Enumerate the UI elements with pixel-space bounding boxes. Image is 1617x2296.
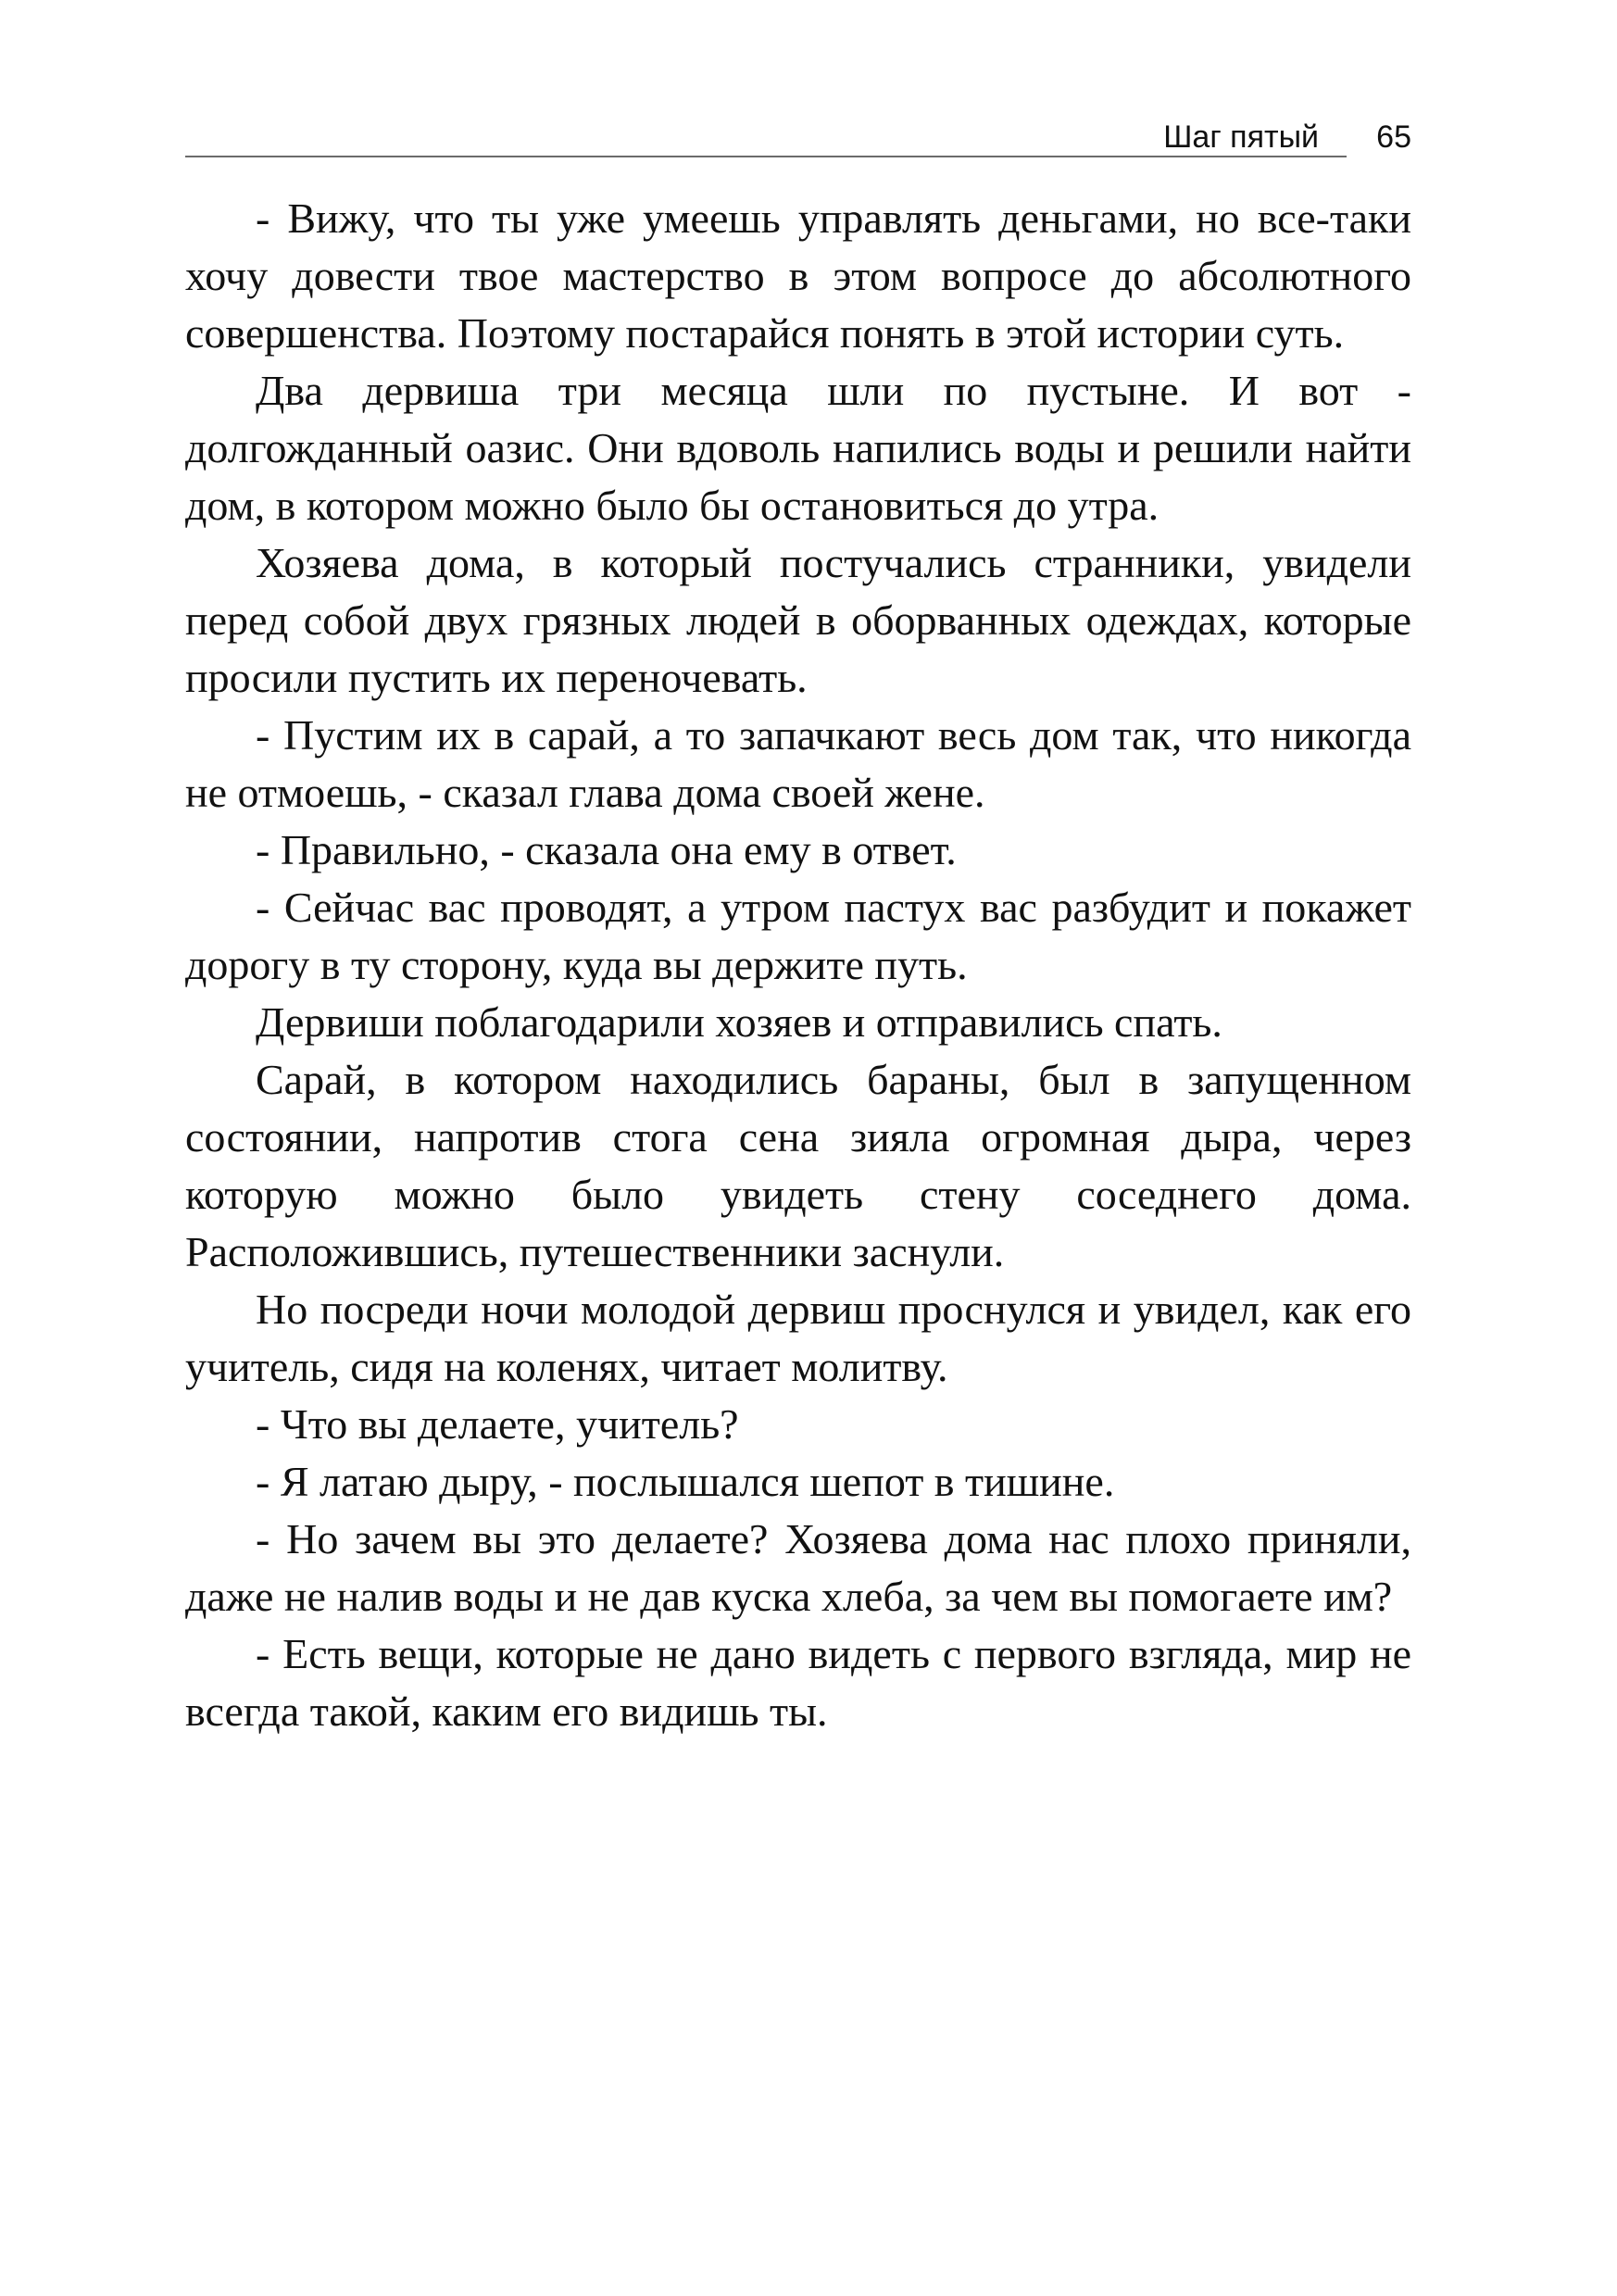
paragraph: Два дервиша три месяца шли по пустыне. И вот - долгожданный оазис. Они вдоволь напились воды и решили найти дом, в котором можно было бы остановиться до утра.: [185, 367, 1411, 529]
header-rule: [185, 156, 1347, 157]
paragraph: Но посреди ночи молодой дервиш проснулся и увидел, как его учитель, сидя на коленях, читает молитву.: [185, 1286, 1411, 1390]
paragraph: - Вижу, что ты уже умеешь управлять деньгами, но все-таки хочу довести твое мастерство в этом вопросе до абсолютного совершенства. Поэтому постарайся понять в этой истории суть.: [185, 194, 1411, 357]
paragraph: - Сейчас вас проводят, а утром пастух вас разбудит и покажет дорогу в ту сторону, куда вы держите путь.: [185, 884, 1411, 988]
paragraph: - Есть вещи, которые не дано видеть с первого взгляда, мир не всегда такой, каким его видишь ты.: [185, 1630, 1411, 1735]
running-header: [185, 119, 1411, 156]
paragraph: - Правильно, - сказала она ему в ответ.: [256, 826, 957, 873]
paragraph: - Я латаю дыру, - послышался шепот в тишине.: [256, 1458, 1115, 1505]
paragraph: - Что вы делаете, учитель?: [256, 1400, 739, 1448]
paragraph: Хозяева дома, в который постучались странники, увидели перед собой двух грязных людей в оборванных одеждах, которые просили пустить их переночевать.: [185, 539, 1411, 701]
paragraph: - Пустим их в сарай, а то запачкают весь дом так, что никогда не отмоешь, - сказал глава дома своей жене.: [185, 711, 1411, 816]
page-number: 65: [1376, 119, 1411, 155]
paragraph: Дервиши поблагодарили хозяев и отправились спать.: [256, 998, 1222, 1046]
paragraph: Сарай, в котором находились бараны, был в запущенном состоянии, напротив стога сена зияла огромная дыра, через которую можно было увидеть стену соседнего дома. Расположившись, путешественники заснули.: [185, 1056, 1411, 1275]
chapter-title: Шаг пятый: [1163, 119, 1319, 155]
page-body: [185, 190, 1411, 1740]
paragraph: - Но зачем вы это делаете? Хозяева дома нас плохо приняли, даже не налив воды и не дав куска хлеба, за чем вы помогаете им?: [185, 1515, 1411, 1620]
